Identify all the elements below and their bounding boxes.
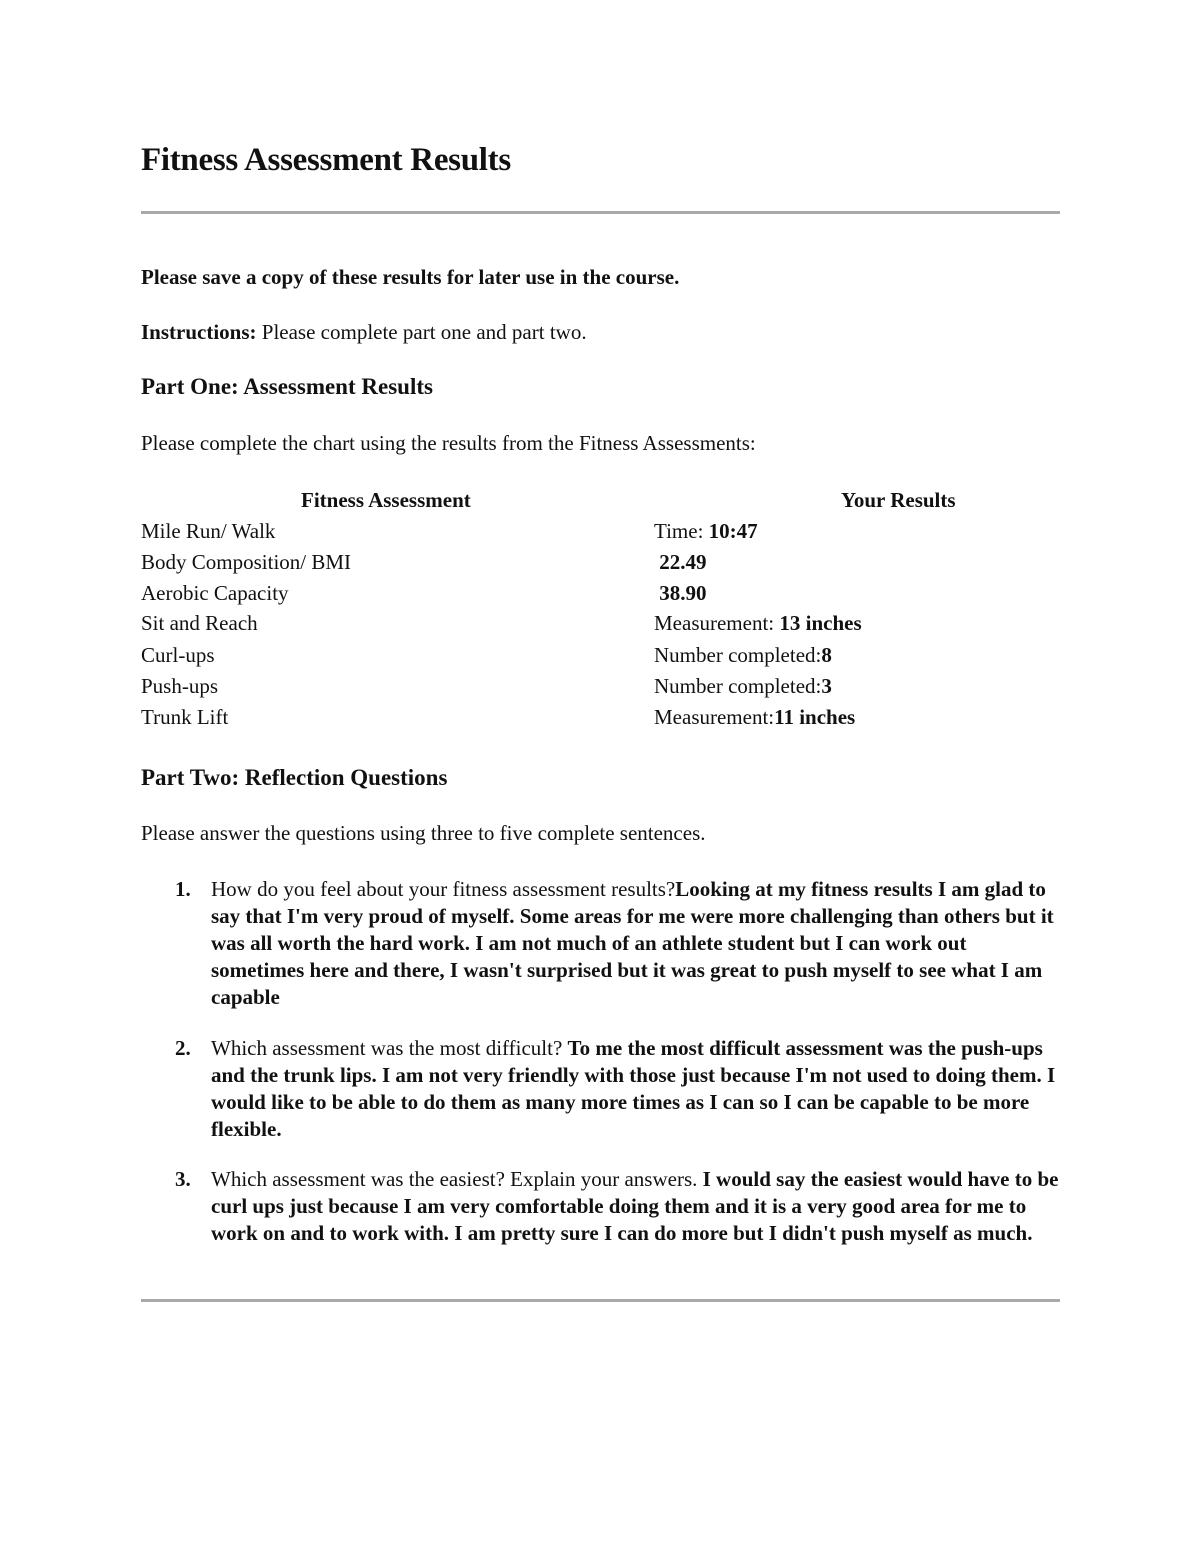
assessment-name: Push-ups xyxy=(141,674,219,698)
question-body xyxy=(211,1035,1061,1143)
page-title: Fitness Assessment Results xyxy=(141,142,511,178)
instructions-label: Instructions: xyxy=(141,320,257,344)
result-prefix: Number completed: xyxy=(654,643,822,667)
table-row xyxy=(141,519,1060,550)
assessment-name: Mile Run/ Walk xyxy=(141,519,276,543)
column-header-results: Your Results xyxy=(841,488,956,512)
part-one-heading: Part One: Assessment Results xyxy=(141,374,433,399)
question-number: 3. xyxy=(175,1167,191,1191)
result-value: 11 inches xyxy=(774,705,856,729)
assessment-result xyxy=(654,705,855,730)
question-text: How do you feel about your fitness assessment results? xyxy=(211,877,676,901)
result-value: 13 inches xyxy=(779,611,862,635)
instructions-line xyxy=(141,320,587,345)
save-note: Please save a copy of these results for later use in the course. xyxy=(141,265,680,289)
table-row xyxy=(141,705,1060,736)
bottom-divider xyxy=(141,1299,1060,1302)
assessment-name: Curl-ups xyxy=(141,643,215,667)
result-prefix: Time: xyxy=(654,519,709,543)
assessment-name: Body Composition/ BMI xyxy=(141,550,352,574)
assessment-result xyxy=(654,550,707,575)
part-one-intro: Please complete the chart using the results from the Fitness Assessments: xyxy=(141,431,756,455)
table-row xyxy=(141,643,1060,674)
result-value: 22.49 xyxy=(659,550,707,574)
question-number: 1. xyxy=(175,877,191,901)
result-prefix: Number completed: xyxy=(654,674,822,698)
column-header-assessment: Fitness Assessment xyxy=(301,488,471,512)
instructions-text: Please complete part one and part two. xyxy=(261,320,587,344)
result-value: 3 xyxy=(821,674,832,698)
result-prefix: Measurement: xyxy=(654,611,780,635)
result-value: 8 xyxy=(821,643,832,667)
assessment-name: Aerobic Capacity xyxy=(141,581,289,605)
assessment-result xyxy=(654,674,832,699)
table-row xyxy=(141,581,1060,612)
assessment-result xyxy=(654,519,758,544)
part-two-intro: Please answer the questions using three to five complete sentences. xyxy=(141,821,706,845)
top-divider xyxy=(141,211,1060,214)
answer-text: I would say the easiest would have to be curl ups just because I am very comfortable doing them and it is a very good area for me to work on and to work with. I am pretty sure I can do more but I didn't push myself as much. xyxy=(211,1167,1059,1245)
assessment-name: Sit and Reach xyxy=(141,611,258,635)
question-text: Which assessment was the easiest? Explain your answers. xyxy=(211,1167,703,1191)
question-number: 2. xyxy=(175,1036,191,1060)
table-row xyxy=(141,611,1060,642)
result-value: 38.90 xyxy=(659,581,707,605)
answer-text: Looking at my fitness results I am glad to say that I'm very proud of myself. Some areas for me were more challenging than others but it was all worth the hard work. I am not much of an athlete student but I can work out sometimes here and there, I wasn't surprised but it was great to push myself to see what I am capable xyxy=(211,877,1054,1009)
question-text: Which assessment was the most difficult? xyxy=(211,1036,568,1060)
assessment-result xyxy=(654,581,707,606)
assessment-result xyxy=(654,611,862,636)
question-body xyxy=(211,1166,1061,1247)
assessment-result xyxy=(654,643,832,668)
table-row xyxy=(141,674,1060,705)
question-body xyxy=(211,876,1061,1011)
result-value: 10:47 xyxy=(708,519,758,543)
result-prefix: Measurement: xyxy=(654,705,775,729)
table-row xyxy=(141,550,1060,581)
answer-text: To me the most difficult assessment was the push-ups and the trunk lips. I am not very friendly with those just because I'm not used to doing them. I would like to be able to do them as many more times as I can so I can be capable to be more flexible. xyxy=(211,1036,1056,1141)
assessment-name: Trunk Lift xyxy=(141,705,229,729)
part-two-heading: Part Two: Reflection Questions xyxy=(141,765,448,790)
